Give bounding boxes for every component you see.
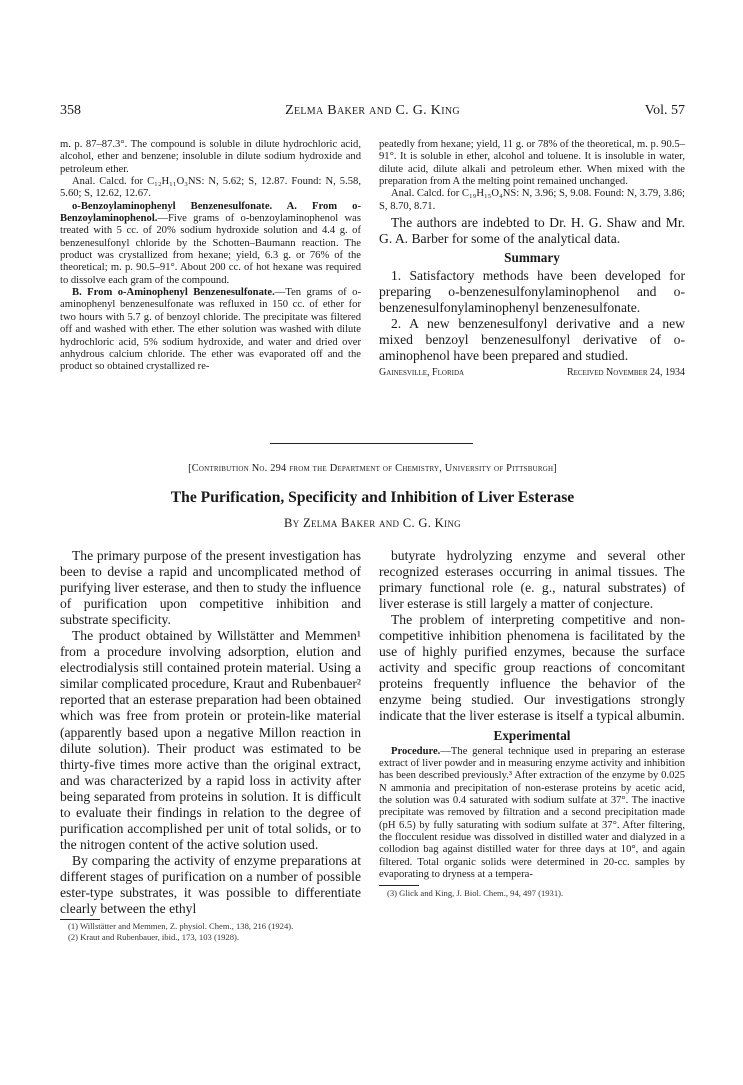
prev-article-right-column xyxy=(379,139,685,381)
received-date: Received November 24, 1934 xyxy=(566,367,685,379)
procedure-heading: Procedure. xyxy=(391,745,441,757)
contribution-line: [Contribution No. 294 from the Department of Chemistry, University of Pittsburgh] xyxy=(188,463,557,474)
article-separator xyxy=(270,443,473,444)
paragraph: By comparing the activity of enzyme preparations at different stages of purification on a number of possible ester-type substrates, it was possible to differentiate clearly between the ethyl xyxy=(60,852,361,917)
summary-item-2: 2. A new benzenesulfonyl derivative and a new mixed benzoyl benzenesulfonyl derivative of o-aminophenol have been prepared and studied. xyxy=(379,316,685,364)
paragraph: m. p. 87–87.3°. The compound is soluble in dilute hydrochloric acid, alcohol, ether and benzene; insoluble in dilute sodium hydroxide and petroleum ether. xyxy=(60,139,361,175)
section-b-heading: B. From o-Aminophenyl Benzenesulfonate. xyxy=(72,287,275,299)
section-a-heading: o-Benzoylaminophenyl Benzenesulfonate. A. From o-Benzoylaminophenol. xyxy=(60,200,361,225)
volume-label: Vol. 57 xyxy=(644,103,685,118)
summary-heading: Summary xyxy=(504,250,560,266)
place: Gainesville, Florida xyxy=(379,367,465,379)
section-b-paragraph xyxy=(60,287,361,373)
paragraph: butyrate hydrolyzing enzyme and several other recognized esterases occurring in animal tissues. The primary functional role (e. g., natural substrates) of liver esterase is still largely a matter of conjecture. xyxy=(379,548,685,612)
article-left-column xyxy=(60,548,361,943)
article-right-column xyxy=(379,548,685,899)
running-title: Zelma Baker and C. G. King xyxy=(285,103,460,118)
section-a-paragraph xyxy=(60,201,361,287)
page-number: 358 xyxy=(60,103,81,118)
running-header xyxy=(60,103,685,121)
prev-article-left-column xyxy=(60,139,361,374)
procedure-paragraph xyxy=(379,746,685,882)
footnote-1: (1) Willstätter and Memmen, Z. physiol. Chem., 138, 216 (1924). xyxy=(68,921,294,932)
paragraph: peatedly from hexane; yield, 11 g. or 78% of the theoretical, m. p. 90.5–91°. It is soluble in ether, alcohol and toluene. It is insoluble in water, dilute acid, dilute alkali and petroleum ether. When mixed with the preparation from A the melting point remained unchanged. xyxy=(379,139,685,188)
section-a-text: —Five grams of o-benzoylaminophenol was treated with 5 cc. of 20% sodium hydroxide solution and 4.4 g. of benzenesulfonyl chloride by the Schotten–Baumann reaction. The product was crystallized from hexane; yield, 6.3 g. or 76% of the theoretical; m. p. 90.5–91°. About 200 cc. of hot hexane was required to dissolve each gram of the compound. xyxy=(60,213,361,286)
paragraph: The problem of interpreting competitive and non-competitive inhibition phenomena is facilitated by the use of highly purified enzymes, because the surface activity and specific group reactions of concomitant proteins frequently influence the behavior of the enzyme being studied. Our investigations strongly indicate that the liver esterase is itself a typical albumin. xyxy=(379,612,685,724)
footnote-3: (3) Glick and King, J. Biol. Chem., 94, 497 (1931). xyxy=(387,888,564,899)
procedure-text: —The general technique used in preparing an esterase extract of liver powder and in measuring enzyme activity and inhibition has been described previously.³ After extraction of the enzyme by 0.025 N ammonia and precipitation of non-esterase proteins by acetic acid, the solution was 0.4 saturated with sodium sulfate at 37°. The inactive precipitate was removed by filtration and a second precipitation made (pH 6.5) by fully saturating with sodium sulfate at 37°. After filtering, the flocculent residue was dissolved in distilled water and dialyzed in a collodion bag against distilled water for three days at 10°, and again filtered. Total organic solids were determined in 20-cc. samples by evaporating to dryness at a tempera- xyxy=(379,745,685,880)
experimental-heading: Experimental xyxy=(493,727,571,743)
signature-line xyxy=(379,367,685,381)
footnote-rule xyxy=(379,885,419,886)
article-title: The Purification, Specificity and Inhibition of Liver Esterase xyxy=(170,489,575,506)
analysis-paragraph: Anal. Calcd. for C₁₂H₁₁O₃NS: N, 5.62; S, 12.87. Found: N, 5.58, 5.60; S, 12.62, 12.67. xyxy=(60,176,361,200)
footnote-rule xyxy=(60,919,100,920)
summary-item-1: 1. Satisfactory methods have been developed for preparing o-benzenesulfonylaminophenol and o-benzenesulfonylaminophenyl benzenesulfonate. xyxy=(379,268,685,316)
footnote-2: (2) Kraut and Rubenbauer, ibid., 173, 103 (1928). xyxy=(68,932,240,943)
section-b-text: —Ten grams of o-aminophenyl benzenesulfonate was refluxed in 150 cc. of ether for two hours with 5.7 g. of benzoyl chloride. The precipitate was filtered off and washed with ether. The ether solution was washed with dilute hydrochloric acid, 5% sodium hydroxide, and water and dried over anhydrous calcium chloride. The ether was evaporated off and the product so obtained crystallized re- xyxy=(60,287,361,373)
byline: By Zelma Baker and C. G. King xyxy=(284,516,461,530)
analysis-paragraph: Anal. Calcd. for C₁₉H₁₅O₄NS: N, 3.96; S, 9.08. Found: N, 3.79, 3.86; S, 8.70, 8.71. xyxy=(379,188,685,212)
acknowledgment: The authors are indebted to Dr. H. G. Shaw and Mr. G. A. Barber for some of the analytical data. xyxy=(379,215,685,247)
paragraph: The primary purpose of the present investigation has been to devise a rapid and uncomplicated method of purifying liver esterase, and then to study the influence of purification upon competitive inhibition and substrate specificity. xyxy=(60,548,361,628)
paragraph: The product obtained by Willstätter and Memmen¹ from a procedure involving adsorption, elution and electrodialysis still contained protein material. Using a similar complicated procedure, Kraut and Rubenbauer² reported that an esterase preparation had been obtained which was free from protein or protein-like material (apparently based upon a negative Millon reaction in dilute solution). Their product was estimated to be thirty-five times more active than the original extract, and was characterized by a rapid loss in activity after being separated from proteins in solution. It is difficult to evaluate their findings in relation to the degree of purification accomplished per unit of total solids, or to the nitrogen content of the active solution used. xyxy=(60,628,361,852)
